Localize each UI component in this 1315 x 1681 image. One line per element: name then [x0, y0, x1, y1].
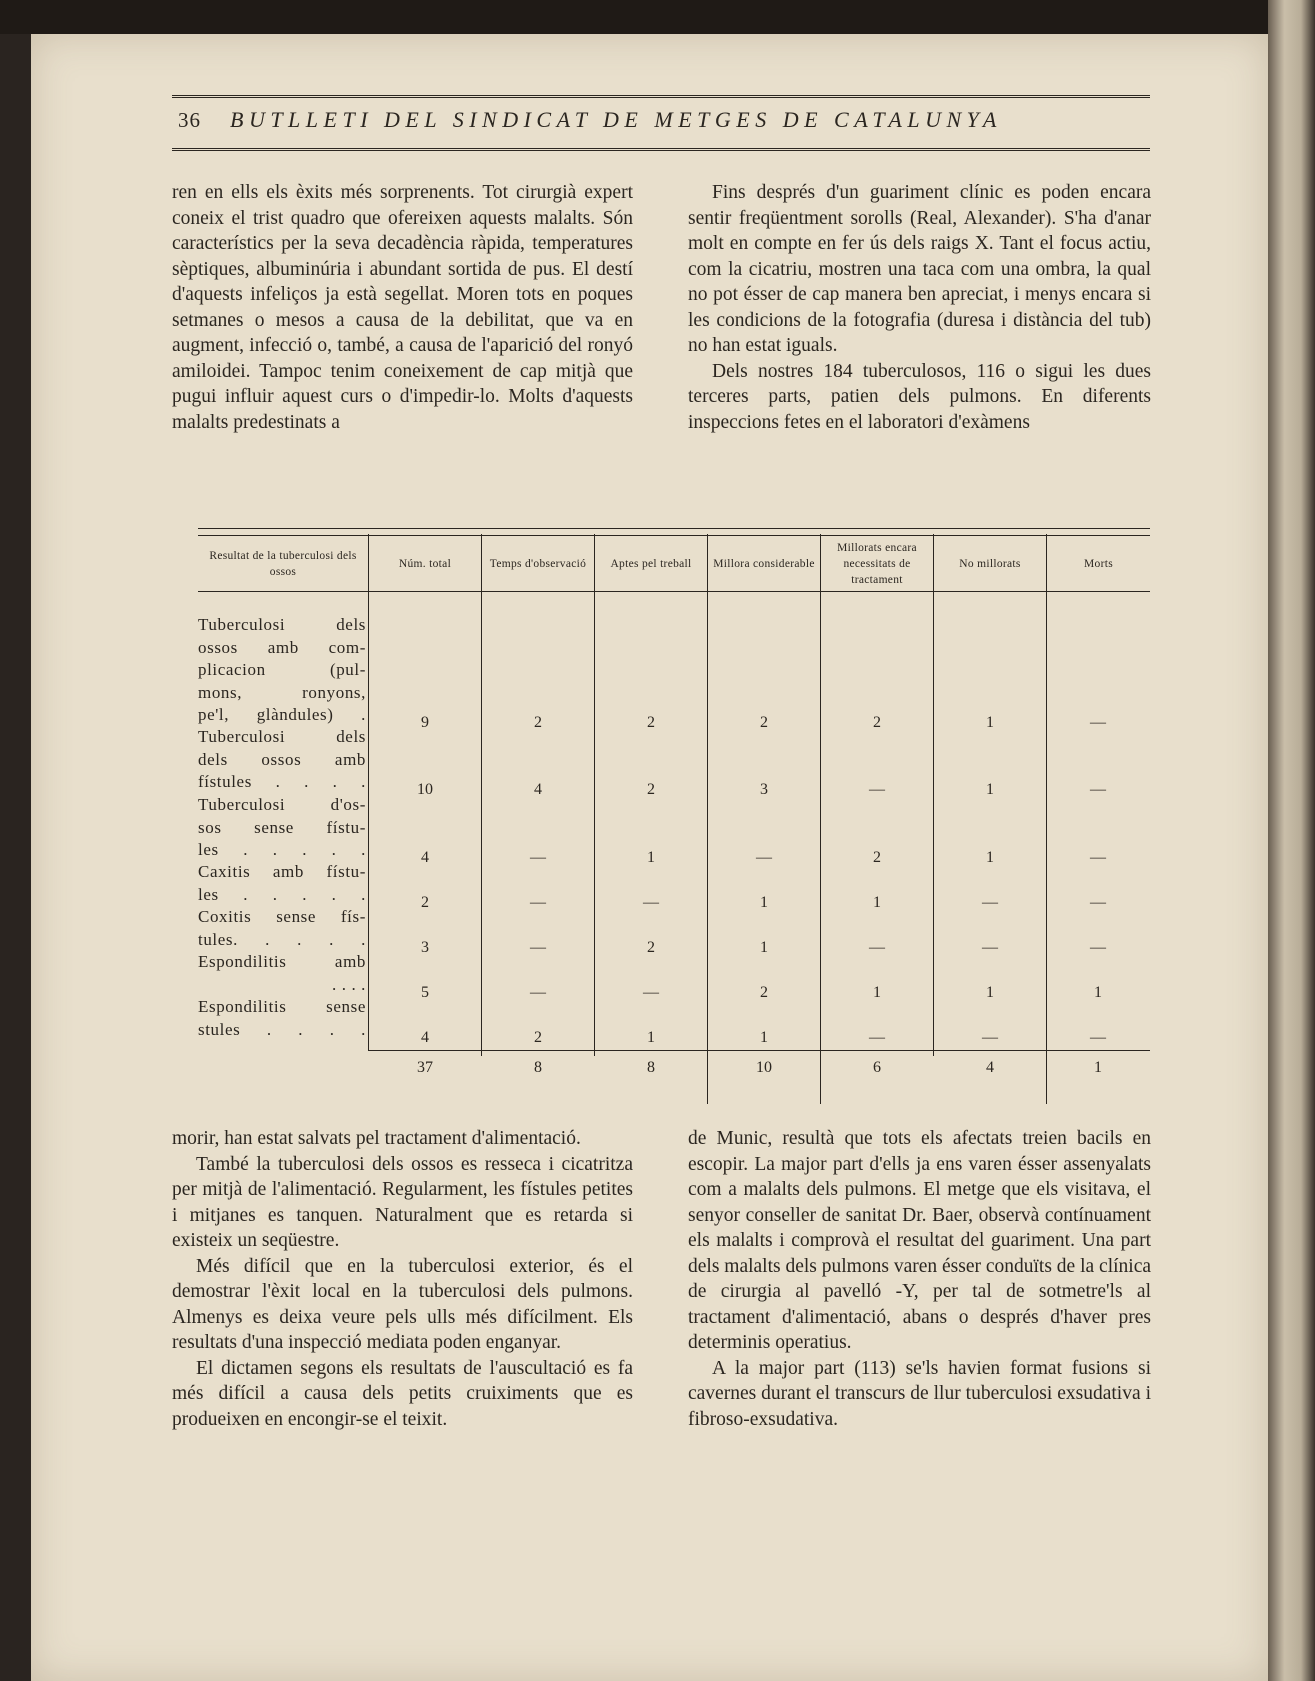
row-label-line: Tuberculosi dels — [198, 615, 366, 634]
row-label-line: sos sense fístu- — [198, 817, 366, 837]
paragraph: El dictamen segons els resultats de l'auscultació es fa més difícil a causa dels petits cruiximents que es produeixen en encongir-se el teixit. — [172, 1357, 633, 1430]
table-total-cell: 37 — [417, 1059, 433, 1076]
paragraph: Dels nostres 184 tuberculosos, 116 o sigui les dues terceres parts, patien dels pulmons. En diferents inspeccions fetes en el laboratori d'exàmens — [688, 360, 1151, 433]
table-header-cell: Millorats encara necessitats de tractament — [837, 541, 917, 586]
table-row-label — [198, 861, 366, 906]
table-cell: 2 — [873, 849, 881, 866]
column-divider — [933, 534, 934, 1056]
table-cell: — — [530, 849, 546, 866]
row-label-line: plicacion (pul- — [198, 660, 366, 679]
table-cell: — — [982, 1029, 998, 1046]
column-divider — [820, 534, 821, 1104]
table-cell: 1 — [873, 894, 881, 911]
table-cell: — — [1090, 1029, 1106, 1046]
table-total-cell: 6 — [873, 1059, 881, 1076]
table-header-cell: No millorats — [959, 557, 1021, 570]
table-top-rule — [198, 528, 1150, 536]
row-label-line: les . . . . . — [198, 884, 366, 904]
table-cell: — — [530, 984, 546, 1001]
row-label-line: Tuberculosi dels — [198, 727, 366, 746]
table-row-label — [198, 906, 366, 951]
table-cell: 2 — [421, 894, 429, 911]
table-cell: 1 — [760, 894, 768, 911]
table-header-cell: Aptes pel treball — [610, 557, 692, 570]
table-cell: 1 — [986, 781, 994, 798]
table-header-cell: Resultat de la tuberculosi dels ossos — [209, 549, 357, 578]
paragraph: ren en ells els èxits més sorprenents. Tot cirurgià expert coneix el trist quadro que ofereixen aquests malalts. Són característics per la seva decadència ràpida, temperatures sèptiques, albuminúria i abundant sortida de pus. El destí d'aquests infeliços ja està segellat. Moren tots en poques setmanes o mesos a causa de la debilitat, que va en augment, infecció o, també, a causa de l'aparició del ronyó amiloidei. Tampoc tenim coneixement de cap mitjà que pugui influir aquest curs o d'impedir-lo. Molts d'aquests malalts predestinats a — [172, 182, 633, 433]
scan-border-top — [0, 0, 1315, 34]
table-cell: — — [530, 939, 546, 956]
table-row-label — [198, 951, 366, 996]
row-label-line: tules. . . . . — [198, 929, 366, 949]
row-label-line: pe'l, glàndules) . — [198, 705, 366, 724]
row-label-line: ossos amb com- — [198, 637, 366, 657]
table-row-label — [198, 996, 366, 1041]
table-cell: — — [1090, 781, 1106, 798]
table-cell: 1 — [647, 1029, 655, 1046]
table-total-cell: 8 — [647, 1059, 655, 1076]
table-header-cell: Temps d'observació — [489, 557, 587, 570]
table-cell: — — [869, 1029, 885, 1046]
table-cell: 4 — [421, 849, 429, 866]
paragraph: de Munic, resultà que tots els afectats treien bacils en escopir. La major part d'ells ja ens varen ésser assenyalats com a malalts dels pulmons. El metge que els visitava, el senyor conseller de sanitat Dr. Baer, observà contínuament els malalts i comprovà el resultat del guariment. Una part dels malalts dels pulmons varen ésser conduïts de la clínica de cirurgia al pavelló -Y, per tal de sotmetre'ls al tractament d'alimentació, abans o després d'haver pres determinis operatius. — [688, 1128, 1152, 1353]
table-cell: 2 — [873, 714, 881, 731]
text-column-bottom-left — [172, 1126, 633, 1432]
column-divider — [368, 534, 369, 1050]
row-label-line: Caxitis amb fístu- — [198, 862, 366, 881]
table-cell: 1 — [873, 984, 881, 1001]
table-cell: — — [1090, 714, 1106, 731]
paragraph: Més difícil que en la tuberculosi exterior, és el demostrar l'èxit local en la tuberculosi dels pulmons. Almenys es deixa veure pels ulls més difícilment. Els resultats d'una inspecció mediata poden enganyar. — [172, 1255, 633, 1353]
table-cell: 1 — [986, 849, 994, 866]
paragraph: Fins després d'un guariment clínic es poden encara sentir freqüentment sorolls (Real, Alexander). S'ha d'anar molt en compte en fer ús dels raigs X. Tant el focus actiu, com la cicatriu, mostren una taca com una ombra, la qual no pot ésser de cap manera ben apreciat, i menys encara si les condicions de la fotografia (duresa i distància del tub) no han estat iguals. — [688, 182, 1151, 356]
paragraph: A la major part (113) se'ls havien format fusions si cavernes durant el transcurs de llur tuberculosi exsudativa i fibroso-exsudativa. — [688, 1357, 1151, 1430]
row-label-line: stules . . . . — [198, 1019, 366, 1039]
table-header-rule — [198, 591, 1150, 592]
table-cell: 3 — [760, 781, 768, 798]
row-label-line: dels ossos amb — [198, 749, 366, 769]
table-cell: 1 — [760, 1029, 768, 1046]
table-cell: 9 — [421, 714, 429, 731]
table-cell: 3 — [421, 939, 429, 956]
table-cell: 5 — [421, 984, 429, 1001]
column-divider — [594, 534, 595, 1056]
table-cell: — — [869, 781, 885, 798]
table-cell: 1 — [760, 939, 768, 956]
paragraph: morir, han estat salvats pel tractament d'alimentació. — [172, 1128, 581, 1149]
table-cell: 2 — [647, 781, 655, 798]
table-header-cell: Núm. total — [398, 557, 452, 570]
column-divider — [707, 534, 708, 1104]
running-header — [172, 95, 1150, 151]
table-cell: — — [1090, 939, 1106, 956]
table-cell: — — [869, 939, 885, 956]
table-cell: 2 — [760, 984, 768, 1001]
row-label-line: mons, ronyons, — [198, 682, 366, 702]
table-cell: — — [756, 849, 772, 866]
table-cell: — — [1090, 849, 1106, 866]
table-total-cell: 1 — [1094, 1059, 1102, 1076]
row-label-line: les . . . . . — [198, 840, 366, 859]
table-cell: — — [1090, 894, 1106, 911]
table-total-cell: 10 — [756, 1059, 772, 1076]
table-cell: — — [530, 894, 546, 911]
column-divider — [1046, 534, 1047, 1104]
text-column-top-left — [172, 180, 633, 435]
table-cell: 2 — [534, 1029, 542, 1046]
column-divider — [481, 534, 482, 1056]
row-label-line: Espondilitis amb — [198, 952, 366, 971]
row-label-line: Tuberculosi d'os- — [198, 795, 366, 814]
journal-title: BUTLLETI DEL SINDICAT DE METGES DE CATALUNYA — [230, 107, 1002, 132]
table-cell: 2 — [760, 714, 768, 731]
text-column-bottom-right — [688, 1126, 1151, 1432]
table-total-rule — [368, 1050, 1150, 1051]
table-cell: 1 — [986, 714, 994, 731]
scan-border-right — [1268, 0, 1315, 1681]
row-label-line: Coxitis sense fís- — [198, 907, 366, 926]
paragraph: També la tuberculosi dels ossos es resseca i cicatritza per mitjà de l'alimentació. Regularment, les fístules petites i mitjanes es tanquen. Naturalment que es retarda si existeix un seqüestre. — [172, 1153, 633, 1251]
table-total-cell: 4 — [986, 1059, 994, 1076]
table-cell: 1 — [1094, 984, 1102, 1001]
table-row-label — [198, 614, 366, 727]
table-cell: — — [643, 984, 659, 1001]
table-cell: 2 — [647, 939, 655, 956]
table-cell: 2 — [647, 714, 655, 731]
table-cell: 1 — [986, 984, 994, 1001]
table-cell: 2 — [534, 714, 542, 731]
page-number: 36 — [178, 108, 201, 132]
row-label-line: . . . . — [332, 974, 366, 994]
row-label-line: fístules . . . . — [198, 772, 366, 791]
table-row-label — [198, 726, 366, 794]
row-label-line: Espondilitis sense — [198, 997, 366, 1016]
table-header-cell: Morts — [1084, 557, 1113, 570]
table-total-cell: 8 — [534, 1059, 542, 1076]
table-cell: — — [982, 894, 998, 911]
text-column-top-right — [688, 180, 1151, 435]
table-cell: — — [643, 894, 659, 911]
results-table — [198, 528, 1150, 1103]
table-cell: 1 — [647, 849, 655, 866]
table-row-label — [198, 794, 366, 862]
table-cell: — — [982, 939, 998, 956]
table-cell: 4 — [534, 781, 542, 798]
table-cell: 10 — [417, 781, 433, 798]
table-cell: 4 — [421, 1029, 429, 1046]
table-header-cell: Millora considerable — [713, 557, 815, 570]
